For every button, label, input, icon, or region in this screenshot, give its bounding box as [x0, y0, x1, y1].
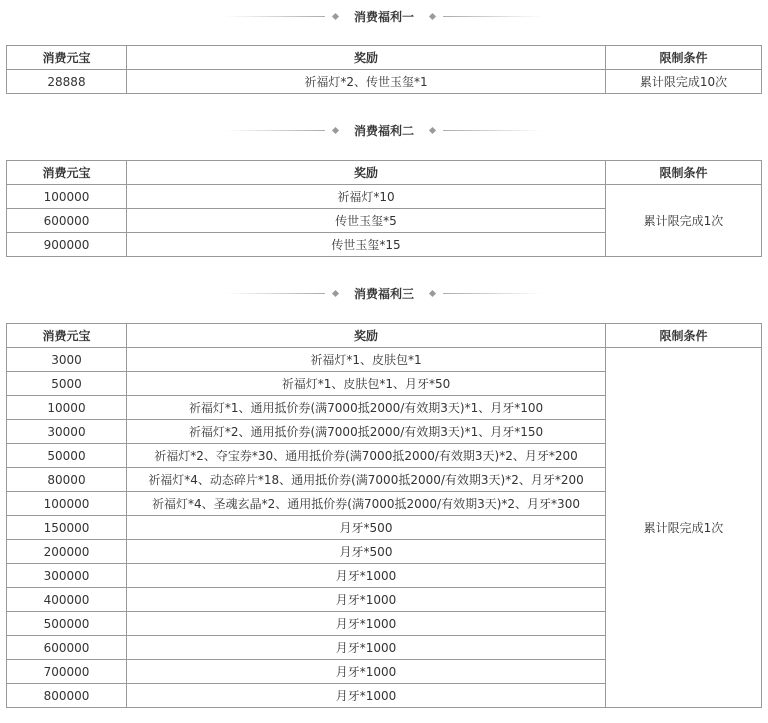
section-title-3: [0, 283, 768, 303]
cell-reward: 月牙*500: [127, 516, 606, 540]
cell-reward: 祈福灯*4、圣魂玄晶*2、通用抵价券(满7000抵2000/有效期3天)*2、月牙*300: [127, 492, 606, 516]
cell-amount: 600000: [7, 636, 127, 660]
cell-reward: 月牙*1000: [127, 684, 606, 708]
cell-amount: 80000: [7, 468, 127, 492]
cell-reward: 祈福灯*1、皮肤包*1、月牙*50: [127, 372, 606, 396]
cell-amount: 900000: [7, 233, 127, 257]
cell-amount: 700000: [7, 660, 127, 684]
cell-amount: 30000: [7, 420, 127, 444]
cell-amount: 100000: [7, 492, 127, 516]
divider-line: [225, 130, 325, 131]
cell-reward: 传世玉玺*5: [127, 209, 606, 233]
cell-reward: 月牙*1000: [127, 636, 606, 660]
cell-amount: 10000: [7, 396, 127, 420]
header-reward: 奖励: [127, 46, 606, 70]
cell-amount: 800000: [7, 684, 127, 708]
table-header-row: [7, 161, 762, 185]
reward-table-1: [6, 45, 762, 94]
diamond-icon: [429, 126, 436, 133]
diamond-icon: [429, 289, 436, 296]
cell-reward: 祈福灯*2、传世玉玺*1: [127, 70, 606, 94]
cell-reward: 传世玉玺*15: [127, 233, 606, 257]
cell-reward: 祈福灯*2、夺宝券*30、通用抵价券(满7000抵2000/有效期3天)*2、月牙*200: [127, 444, 606, 468]
header-limit: 限制条件: [606, 161, 762, 185]
cell-reward: 月牙*1000: [127, 564, 606, 588]
table-row: [7, 185, 762, 209]
diamond-icon: [332, 289, 339, 296]
cell-amount: 3000: [7, 348, 127, 372]
cell-amount: 50000: [7, 444, 127, 468]
cell-reward: 祈福灯*1、皮肤包*1: [127, 348, 606, 372]
table-row: [7, 70, 762, 94]
section-title-2: [0, 120, 768, 140]
table-row: [7, 348, 762, 372]
diamond-icon: [332, 12, 339, 19]
cell-amount: 150000: [7, 516, 127, 540]
cell-reward: 祈福灯*10: [127, 185, 606, 209]
header-amount: 消费元宝: [7, 46, 127, 70]
table-header-row: [7, 324, 762, 348]
cell-reward: 月牙*1000: [127, 660, 606, 684]
diamond-icon: [332, 126, 339, 133]
header-amount: 消费元宝: [7, 161, 127, 185]
cell-reward: 月牙*500: [127, 540, 606, 564]
divider-line: [443, 16, 543, 17]
table-header-row: [7, 46, 762, 70]
cell-amount: 200000: [7, 540, 127, 564]
cell-amount: 5000: [7, 372, 127, 396]
cell-limit: 累计限完成1次: [606, 185, 762, 257]
reward-table-2: [6, 160, 762, 257]
cell-reward: 祈福灯*2、通用抵价券(满7000抵2000/有效期3天)*1、月牙*150: [127, 420, 606, 444]
cell-amount: 500000: [7, 612, 127, 636]
cell-amount: 28888: [7, 70, 127, 94]
section-title-text: 消费福利三: [353, 286, 414, 301]
section-title-text: 消费福利一: [353, 9, 414, 24]
cell-reward: 祈福灯*4、动态碎片*18、通用抵价券(满7000抵2000/有效期3天)*2、月牙*200: [127, 468, 606, 492]
header-reward: 奖励: [127, 324, 606, 348]
cell-limit: 累计限完成10次: [606, 70, 762, 94]
cell-amount: 600000: [7, 209, 127, 233]
diamond-icon: [429, 12, 436, 19]
divider-line: [225, 293, 325, 294]
section-title-text: 消费福利二: [353, 123, 414, 138]
cell-amount: 300000: [7, 564, 127, 588]
section-title-1: [0, 6, 768, 26]
cell-amount: 100000: [7, 185, 127, 209]
cell-amount: 400000: [7, 588, 127, 612]
cell-reward: 月牙*1000: [127, 612, 606, 636]
reward-table-3: [6, 323, 762, 708]
cell-reward: 月牙*1000: [127, 588, 606, 612]
cell-reward: 祈福灯*1、通用抵价券(满7000抵2000/有效期3天)*1、月牙*100: [127, 396, 606, 420]
divider-line: [443, 130, 543, 131]
header-limit: 限制条件: [606, 324, 762, 348]
divider-line: [443, 293, 543, 294]
divider-line: [225, 16, 325, 17]
header-amount: 消费元宝: [7, 324, 127, 348]
cell-limit: 累计限完成1次: [606, 348, 762, 708]
header-limit: 限制条件: [606, 46, 762, 70]
header-reward: 奖励: [127, 161, 606, 185]
